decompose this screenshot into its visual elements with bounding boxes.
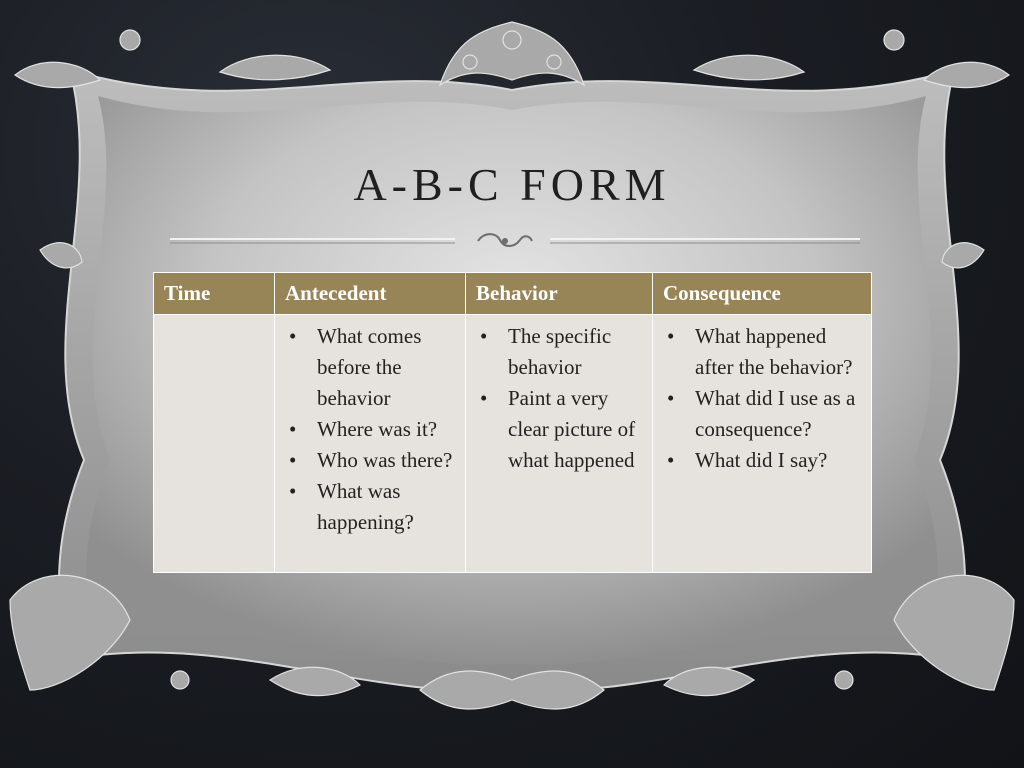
antecedent-list [283,321,457,538]
list-item: • Paint a very clear picture of what happened [474,383,644,476]
header-behavior: Behavior [466,273,653,315]
cell-antecedent [275,315,466,573]
header-antecedent: Antecedent [275,273,466,315]
cell-time [154,315,275,573]
list-item: • What did I use as a consequence? [661,383,863,445]
abc-table [153,272,872,573]
behavior-list [474,321,644,476]
top-flourish [15,22,1009,88]
list-item: • What comes before the behavior [283,321,457,414]
list-item: • Who was there? [283,445,457,476]
list-item: • What happened after the behavior? [661,321,863,383]
list-item: • What did I say? [661,445,863,476]
table-row [154,315,872,573]
header-consequence: Consequence [653,273,872,315]
list-item: • Where was it? [283,414,457,445]
list-item: • What was happening? [283,476,457,538]
list-item: • The specific behavior [474,321,644,383]
table-header-row [154,273,872,315]
cell-behavior [466,315,653,573]
cell-consequence [653,315,872,573]
consequence-list [661,321,863,476]
title-divider [170,230,860,252]
slide-title: A-B-C FORM [353,159,671,210]
header-time: Time [154,273,275,315]
